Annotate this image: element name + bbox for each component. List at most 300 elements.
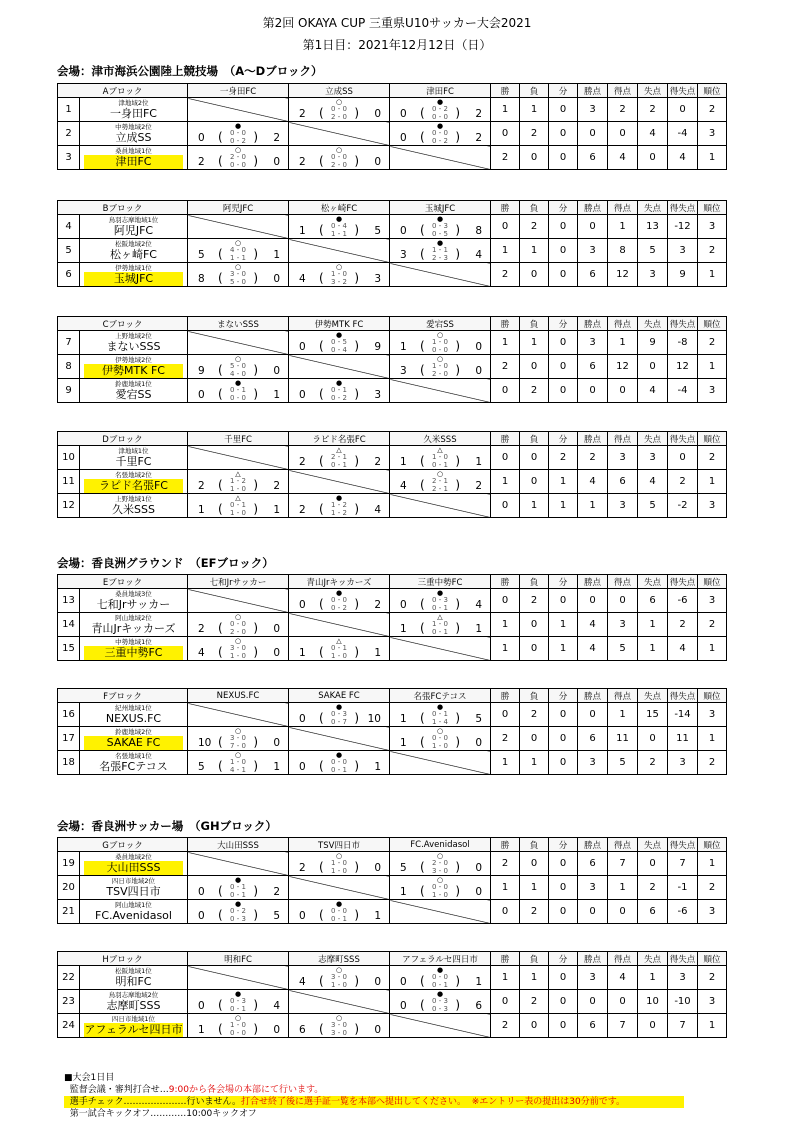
first-half-score: ( 0 - 1: [230, 883, 246, 891]
stat-value: 0: [578, 122, 608, 146]
first-half-score: ( 3 - 0: [331, 1021, 347, 1029]
stat-value: 3: [698, 589, 727, 613]
team-name: 久米SSS: [112, 502, 155, 516]
score-against: 5: [475, 713, 482, 725]
team-row: [58, 966, 727, 990]
second-half-score: 1 - 0: [230, 508, 246, 517]
team-cell: [80, 876, 188, 900]
stat-header: 失点: [638, 575, 668, 589]
score-for: 4: [400, 480, 407, 492]
team-row: [58, 637, 727, 661]
stat-value: 2: [520, 589, 549, 613]
half-scores: [218, 363, 258, 378]
half-scores: [319, 502, 359, 517]
half-scores: [319, 759, 359, 774]
score-against: 4: [475, 599, 482, 611]
stat-value: -1: [668, 876, 698, 900]
match-result: [188, 990, 289, 1014]
stat-header: 失点: [638, 838, 668, 852]
stat-value: 1: [608, 703, 638, 727]
stat-value: 4: [608, 966, 638, 990]
second-half-score: 1 - 0: [331, 651, 347, 660]
first-half-score: ( 0 - 0: [432, 734, 448, 742]
result-symbol: ○: [234, 637, 242, 645]
column-team-name: TSV四日市: [289, 838, 390, 852]
stat-value: 0: [549, 215, 578, 239]
team-region-rank: 桑員地域1位: [115, 146, 152, 155]
score-line: [289, 1022, 389, 1037]
team-name: 明和FC: [115, 974, 152, 988]
stat-value: 3: [668, 751, 698, 775]
group-name: Cブロック: [58, 317, 188, 331]
stat-value: 6: [578, 146, 608, 170]
score-line: [188, 1022, 288, 1037]
second-half-score: 1 - 0: [432, 741, 448, 750]
match-result: [390, 703, 491, 727]
stat-value: 0: [491, 494, 520, 518]
team-row: [58, 876, 727, 900]
stat-header: 負: [520, 432, 549, 446]
team-number: 18: [58, 751, 80, 775]
stat-header: 得失点: [668, 575, 698, 589]
half-scores: [319, 106, 359, 121]
half-scores: [319, 597, 359, 612]
stat-value: 7: [608, 852, 638, 876]
second-half-score: 1 - 1: [230, 253, 246, 262]
stat-header: 順位: [698, 952, 727, 966]
stat-value: 2: [491, 146, 520, 170]
stat-header: 勝: [491, 201, 520, 215]
stat-header: 順位: [698, 317, 727, 331]
stat-value: 1: [549, 494, 578, 518]
score-line: [390, 339, 490, 354]
stat-header: 得点: [608, 575, 638, 589]
stat-value: 1: [520, 494, 549, 518]
score-line: [289, 502, 389, 517]
score-line: [188, 645, 288, 660]
team-number: 6: [58, 263, 80, 287]
team-name: 伊勢MTK FC: [84, 364, 182, 378]
group-table: [57, 83, 727, 170]
first-half-score: ( 0 - 0: [432, 883, 448, 891]
stat-header: 負: [520, 317, 549, 331]
stat-value: 0: [549, 876, 578, 900]
stat-header: 分: [549, 838, 578, 852]
score-for: 1: [400, 341, 407, 353]
stat-value: 2: [491, 727, 520, 751]
stat-header: 得点: [608, 432, 638, 446]
score-for: 10: [198, 737, 212, 749]
score-line: [289, 154, 389, 169]
stat-value: 2: [638, 876, 668, 900]
team-cell: [80, 637, 188, 661]
score-for: 0: [198, 910, 205, 922]
stat-value: 12: [608, 355, 638, 379]
result-symbol: ○: [234, 239, 242, 247]
stat-header: 得失点: [668, 84, 698, 98]
stat-value: 2: [549, 446, 578, 470]
half-scores: [420, 363, 460, 378]
stat-value: 0: [520, 146, 549, 170]
stat-header: 得点: [608, 952, 638, 966]
half-scores: [319, 387, 359, 402]
half-scores: [218, 130, 258, 145]
match-result: [289, 379, 390, 403]
team-cell: [80, 900, 188, 924]
stat-value: 1: [491, 331, 520, 355]
team-number: 4: [58, 215, 80, 239]
self-match-cell: [188, 966, 289, 990]
group-header-row: [58, 838, 727, 852]
group-header-row: [58, 84, 727, 98]
self-match-cell: [390, 751, 491, 775]
score-for: 0: [400, 225, 407, 237]
team-name: 玉城JFC: [84, 272, 182, 286]
match-result: [188, 751, 289, 775]
score-against: 1: [475, 456, 482, 468]
second-half-score: 0 - 7: [331, 717, 347, 726]
stat-value: 0: [520, 470, 549, 494]
score-against: 4: [273, 1000, 280, 1012]
first-half-score: ( 0 - 1: [230, 501, 246, 509]
stat-header: 負: [520, 838, 549, 852]
score-against: 2: [475, 132, 482, 144]
stat-value: 3: [578, 751, 608, 775]
stat-header: 得点: [608, 317, 638, 331]
score-line: [390, 597, 490, 612]
score-against: 2: [374, 599, 381, 611]
column-team-name: ラピド名張FC: [289, 432, 390, 446]
stat-value: 3: [578, 239, 608, 263]
first-half-score: ( 0 - 0: [331, 596, 347, 604]
stat-value: 0: [520, 446, 549, 470]
stat-header: 負: [520, 84, 549, 98]
stat-value: 1: [491, 966, 520, 990]
self-match-cell: [289, 239, 390, 263]
team-number: 15: [58, 637, 80, 661]
stat-value: 1: [638, 966, 668, 990]
self-match-cell: [390, 1014, 491, 1038]
group-table: [57, 316, 727, 403]
half-scores: [218, 621, 258, 636]
stat-value: 0: [491, 215, 520, 239]
match-result: [289, 494, 390, 518]
self-match-cell: [390, 379, 491, 403]
score-line: [188, 154, 288, 169]
match-result: [289, 751, 390, 775]
result-symbol: ○: [335, 966, 343, 974]
stat-value: 0: [549, 703, 578, 727]
score-line: [289, 387, 389, 402]
team-number: 11: [58, 470, 80, 494]
stat-value: 3: [608, 494, 638, 518]
footer-line-meeting: 監督会議・審判打合せ…9:00から各会場の本部にて行います。: [69, 1085, 324, 1095]
result-symbol: ○: [335, 852, 343, 860]
result-symbol: ●: [335, 379, 343, 387]
team-region-rank: 名張地域2位: [115, 470, 152, 479]
stat-value: 0: [549, 589, 578, 613]
stat-value: 0: [549, 146, 578, 170]
second-half-score: 5 - 0: [230, 277, 246, 286]
team-number: 13: [58, 589, 80, 613]
score-against: 1: [374, 910, 381, 922]
stat-value: 10: [638, 990, 668, 1014]
team-cell: [80, 331, 188, 355]
team-row: [58, 379, 727, 403]
stat-header: 得失点: [668, 201, 698, 215]
score-line: [390, 884, 490, 899]
team-region-rank: 中勢地域1位: [115, 637, 152, 646]
stat-value: 0: [491, 703, 520, 727]
stat-value: 0: [668, 98, 698, 122]
match-result: [188, 122, 289, 146]
first-half-score: ( 1 - 2: [230, 477, 246, 485]
stat-value: 4: [578, 470, 608, 494]
score-line: [289, 974, 389, 989]
score-against: 0: [374, 156, 381, 168]
stat-value: -2: [668, 494, 698, 518]
stat-header: 勝: [491, 952, 520, 966]
column-team-name: 玉城JFC: [390, 201, 491, 215]
score-line: [390, 223, 490, 238]
stat-value: 1: [698, 1014, 727, 1038]
self-match-cell: [188, 703, 289, 727]
second-half-score: 0 - 2: [432, 136, 448, 145]
column-team-name: 名張FCテコス: [390, 689, 491, 703]
stat-value: 15: [638, 703, 668, 727]
score-for: 0: [400, 599, 407, 611]
team-cell: [80, 494, 188, 518]
score-against: 2: [475, 480, 482, 492]
half-scores: [218, 478, 258, 493]
half-scores: [420, 478, 460, 493]
score-for: 3: [400, 249, 407, 261]
half-scores: [218, 759, 258, 774]
stat-value: 1: [491, 876, 520, 900]
half-scores: [218, 502, 258, 517]
stat-value: 1: [520, 876, 549, 900]
stat-header: 分: [549, 84, 578, 98]
score-line: [289, 454, 389, 469]
score-for: 1: [400, 623, 407, 635]
score-for: 2: [299, 504, 306, 516]
stat-header: 勝点: [578, 689, 608, 703]
result-symbol: ●: [335, 589, 343, 597]
match-result: [188, 637, 289, 661]
team-cell: [80, 751, 188, 775]
self-match-cell: [390, 146, 491, 170]
stat-value: 2: [698, 239, 727, 263]
self-match-cell: [289, 470, 390, 494]
first-half-score: ( 0 - 3: [432, 222, 448, 230]
stat-value: -4: [668, 379, 698, 403]
column-team-name: SAKAE FC: [289, 689, 390, 703]
score-against: 0: [374, 1024, 381, 1036]
result-symbol: ●: [335, 215, 343, 223]
match-result: [289, 589, 390, 613]
column-team-name: 青山Jrキッカーズ: [289, 575, 390, 589]
stat-value: 6: [578, 727, 608, 751]
first-half-score: ( 0 - 0: [331, 758, 347, 766]
score-against: 0: [273, 156, 280, 168]
stat-value: 3: [698, 215, 727, 239]
group-name: Eブロック: [58, 575, 188, 589]
score-line: [390, 998, 490, 1013]
second-half-score: 0 - 0: [230, 1028, 246, 1037]
stat-value: 1: [491, 98, 520, 122]
score-line: [188, 387, 288, 402]
half-scores: [319, 271, 359, 286]
stat-value: 1: [698, 146, 727, 170]
match-result: [188, 263, 289, 287]
team-number: 7: [58, 331, 80, 355]
stat-value: 13: [638, 215, 668, 239]
team-row: [58, 446, 727, 470]
tournament-title: 第2回 OKAYA CUP 三重県U10サッカー大会2021: [262, 16, 532, 30]
stat-value: 0: [491, 446, 520, 470]
result-symbol: ●: [436, 589, 444, 597]
second-half-score: 0 - 1: [331, 765, 347, 774]
stat-value: 0: [608, 900, 638, 924]
stat-value: 0: [549, 263, 578, 287]
score-against: 3: [374, 389, 381, 401]
stat-value: 0: [608, 589, 638, 613]
first-half-score: ( 1 - 0: [432, 338, 448, 346]
half-scores: [420, 711, 460, 726]
group-table: [57, 837, 727, 924]
score-for: 1: [400, 713, 407, 725]
tournament-date: 第1日目：2021年12月12日（日）: [302, 38, 492, 52]
stat-header: 得点: [608, 689, 638, 703]
score-for: 0: [198, 1000, 205, 1012]
first-half-score: ( 2 - 1: [432, 477, 448, 485]
stat-header: 勝: [491, 84, 520, 98]
half-scores: [218, 387, 258, 402]
stat-value: 1: [549, 470, 578, 494]
score-against: 1: [273, 504, 280, 516]
stat-header: 負: [520, 575, 549, 589]
score-line: [390, 363, 490, 378]
result-symbol: ●: [436, 239, 444, 247]
score-for: 0: [400, 132, 407, 144]
stat-value: 2: [520, 379, 549, 403]
second-half-score: 1 - 1: [331, 229, 347, 238]
stat-value: 2: [491, 355, 520, 379]
score-for: 0: [400, 1000, 407, 1012]
score-against: 5: [273, 910, 280, 922]
match-result: [188, 146, 289, 170]
stat-header: 勝: [491, 432, 520, 446]
score-against: 8: [475, 225, 482, 237]
score-against: 0: [475, 341, 482, 353]
column-team-name: NEXUS.FC: [188, 689, 289, 703]
match-result: [289, 215, 390, 239]
match-result: [390, 98, 491, 122]
stat-value: 3: [608, 446, 638, 470]
stat-value: 3: [668, 239, 698, 263]
stat-value: 0: [578, 703, 608, 727]
team-number: 24: [58, 1014, 80, 1038]
stat-value: 4: [668, 637, 698, 661]
stat-value: 2: [638, 751, 668, 775]
stat-header: 分: [549, 952, 578, 966]
match-result: [289, 263, 390, 287]
score-against: 0: [475, 862, 482, 874]
team-number: 5: [58, 239, 80, 263]
team-cell: [80, 990, 188, 1014]
second-half-score: 0 - 5: [432, 229, 448, 238]
stat-header: 失点: [638, 432, 668, 446]
match-result: [289, 637, 390, 661]
score-for: 1: [400, 886, 407, 898]
half-scores: [420, 339, 460, 354]
score-for: 0: [299, 713, 306, 725]
first-half-score: ( 3 - 0: [230, 734, 246, 742]
stat-value: 3: [698, 122, 727, 146]
column-team-name: 三重中勢FC: [390, 575, 491, 589]
team-number: 2: [58, 122, 80, 146]
stat-value: -6: [668, 900, 698, 924]
group-header-row: [58, 575, 727, 589]
stat-value: 5: [608, 637, 638, 661]
second-half-score: 0 - 0: [432, 345, 448, 354]
stat-value: 5: [638, 494, 668, 518]
score-against: 9: [374, 341, 381, 353]
match-result: [289, 1014, 390, 1038]
self-match-cell: [289, 355, 390, 379]
group-header-row: [58, 201, 727, 215]
first-half-score: ( 3 - 0: [331, 973, 347, 981]
group-name: Aブロック: [58, 84, 188, 98]
score-line: [289, 908, 389, 923]
result-symbol: ○: [436, 470, 444, 478]
footer-notes: [64, 1072, 684, 1120]
team-row: [58, 146, 727, 170]
stat-value: 1: [520, 331, 549, 355]
second-half-score: 0 - 1: [432, 627, 448, 636]
team-row: [58, 215, 727, 239]
group-header-row: [58, 952, 727, 966]
score-against: 1: [374, 647, 381, 659]
first-half-score: ( 0 - 4: [331, 222, 347, 230]
self-match-cell: [188, 852, 289, 876]
stat-value: 3: [578, 98, 608, 122]
half-scores: [420, 130, 460, 145]
result-symbol: ○: [436, 876, 444, 884]
stat-header: 得失点: [668, 838, 698, 852]
second-half-score: 2 - 0: [331, 112, 347, 121]
score-line: [390, 735, 490, 750]
result-symbol: ●: [436, 215, 444, 223]
first-half-score: ( 1 - 0: [230, 1021, 246, 1029]
stat-value: 0: [491, 990, 520, 1014]
stat-header: 勝点: [578, 317, 608, 331]
score-for: 0: [299, 761, 306, 773]
result-symbol: △: [437, 613, 443, 621]
team-region-rank: 伊勢地域1位: [115, 263, 152, 272]
team-region-rank: 上野地域1位: [115, 494, 152, 503]
stat-value: 1: [578, 494, 608, 518]
match-result: [289, 852, 390, 876]
stat-header: 得点: [608, 201, 638, 215]
half-scores: [420, 621, 460, 636]
team-number: 10: [58, 446, 80, 470]
stat-value: 1: [520, 751, 549, 775]
score-line: [289, 759, 389, 774]
stat-header: 負: [520, 201, 549, 215]
team-region-rank: 伊勢地域2位: [115, 355, 152, 364]
second-half-score: 1 - 4: [432, 717, 448, 726]
